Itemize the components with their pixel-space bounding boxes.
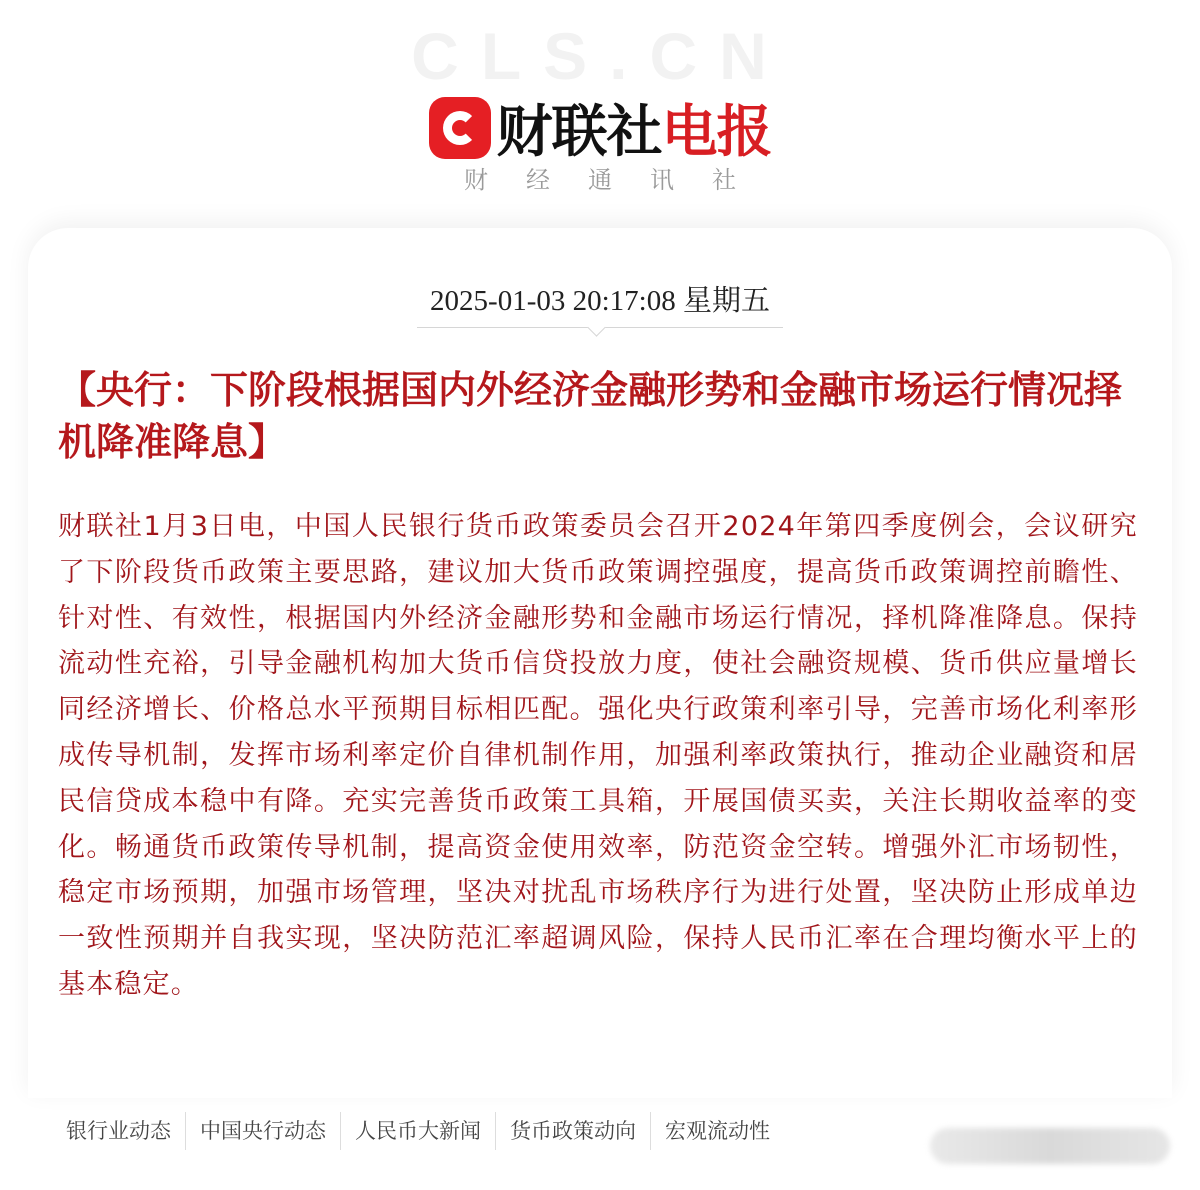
tag-monetary-policy[interactable]: 货币政策动向 [495, 1112, 650, 1150]
tag-macro-liquidity[interactable]: 宏观流动性 [650, 1112, 784, 1150]
article-body: 财联社1月3日电，中国人民银行货币政策委员会召开2024年第四季度例会，会议研究了下阶段货币政策主要思路，建议加大货币政策调控强度，提高货币政策调控前瞻性、针对性、有效性，根据国内外经济金融形势和金融市场运行情况，择机降准降息。保持流动性充裕，引导金融机构加大货币信贷投放力度，使社会融资规模、货币供应量增长同经济增长、价格总水平预期目标相匹配。强化央行政策利率引导，完善市场化利率形成传导机制，发挥市场利率定价自律机制作用，加强利率政策执行，推动企业融资和居民信贷成本稳中有降。充实完善货币政策工具箱，开展国债买卖，关注长期收益率的变化。畅通货币政策传导机制，提高资金使用效率，防范资金空转。增强外汇市场韧性，稳定市场预期，加强市场管理，坚决对扰乱市场秩序行为进行处置，坚决防止形成单边一致性预期并自我实现，坚决防范汇率超调风险，保持人民币汇率在合理均衡水平上的基本稳定。 [58, 511, 1138, 1000]
blurred-watermark-signature [930, 1128, 1170, 1164]
tag-rmb-news[interactable]: 人民币大新闻 [340, 1112, 495, 1150]
article-headline: 【央行：下阶段根据国内外经济金融形势和金融市场运行情况择机降准降息】 [58, 367, 1123, 464]
article-datetime: 2025-01-03 20:17:08 星期五 [430, 285, 770, 317]
watermark-text: CLS.CN [411, 19, 789, 93]
brand-name-black: 财联社 [496, 100, 662, 165]
brand-name-red: 电报 [661, 100, 772, 165]
brand-logo [0, 88, 1200, 168]
brand-subtitle: 财经通讯社 [464, 166, 774, 194]
brand-name [497, 88, 772, 168]
topic-tags [52, 1112, 784, 1150]
tag-bank-industry[interactable]: 银行业动态 [66, 1119, 171, 1143]
tag-central-bank[interactable]: 中国央行动态 [185, 1112, 340, 1150]
cls-c-logo-icon [429, 97, 491, 159]
